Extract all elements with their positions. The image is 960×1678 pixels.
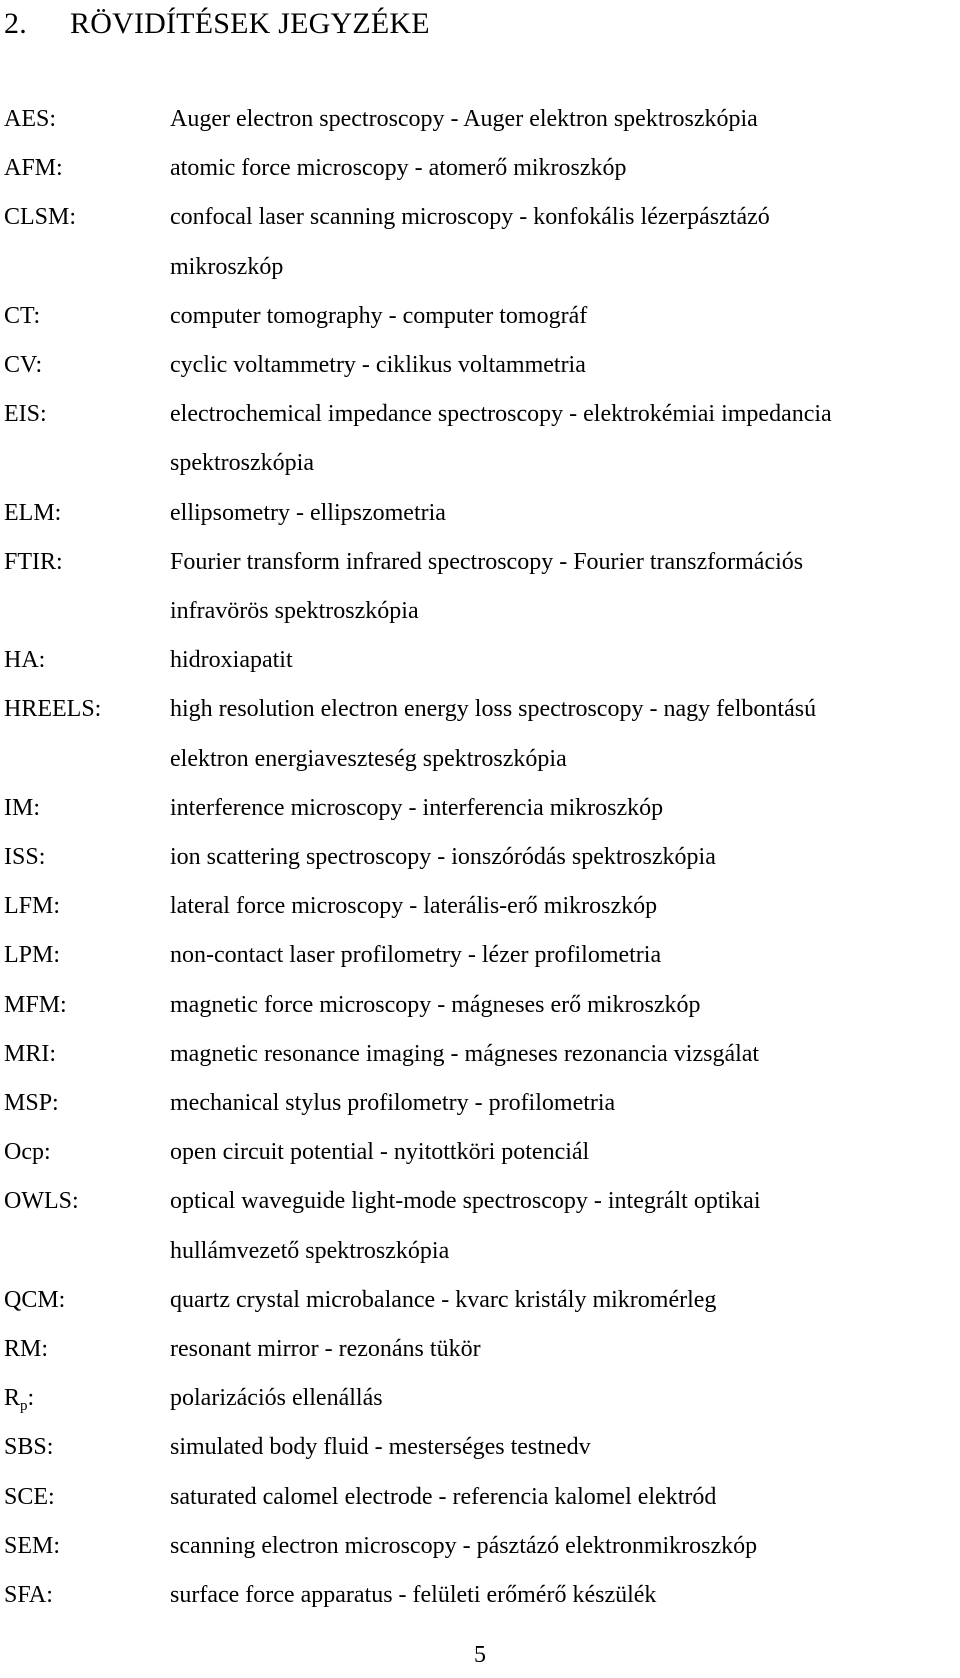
abbreviation-text: ISS: (4, 844, 46, 871)
abbreviation-term (4, 1177, 170, 1275)
page-number: 5 (474, 1642, 486, 1668)
abbreviation-term (4, 538, 170, 636)
definition-line: Fourier transform infrared spectroscopy - Fourier transzformációs (170, 548, 804, 575)
abbreviation-definition (170, 882, 954, 931)
abbreviation-definition (170, 981, 954, 1030)
abbreviation-text: MSP: (4, 1090, 59, 1117)
abbreviation-entry (4, 1177, 954, 1275)
abbreviation-definition (170, 1030, 954, 1079)
abbreviation-text: IM: (4, 794, 40, 821)
abbreviation-entry (4, 882, 954, 931)
abbreviation-entry (4, 1473, 954, 1522)
definition-line: computer tomography - computer tomográf (170, 302, 588, 329)
abbreviation-text: LFM: (4, 893, 61, 920)
definition-line: infravörös spektroszkópia (170, 598, 419, 625)
abbreviation-definition (170, 292, 954, 341)
abbreviation-text: MRI: (4, 1040, 57, 1067)
abbreviation-entry (4, 1128, 954, 1177)
abbreviation-term (4, 292, 170, 341)
abbreviation-definition (170, 144, 954, 193)
abbreviation-text: SEM: (4, 1532, 61, 1559)
abbreviation-text: AFM: (4, 155, 63, 182)
abbreviation-definition (170, 833, 954, 882)
abbreviation-entry (4, 685, 954, 783)
definition-line: hidroxiapatit (170, 647, 293, 674)
abbreviation-entry (4, 489, 954, 538)
abbreviation-term (4, 1374, 170, 1423)
abbreviation-text: OWLS: (4, 1188, 79, 1215)
abbreviation-term (4, 489, 170, 538)
abbreviation-definition (170, 1374, 954, 1423)
abbreviation-entry (4, 341, 954, 390)
abbreviation-definition (170, 538, 954, 636)
definition-line: atomic force microscopy - atomerő mikroszkóp (170, 155, 627, 182)
definition-line: electrochemical impedance spectroscopy - elektrokémiai impedancia (170, 401, 832, 428)
definition-line: open circuit potential - nyitottköri potenciál (170, 1139, 590, 1166)
definition-line: Auger electron spectroscopy - Auger elektron spektroszkópia (170, 106, 758, 132)
abbreviation-term (4, 931, 170, 980)
abbreviation-entry (4, 1374, 954, 1423)
abbreviation-entry (4, 931, 954, 980)
definition-line: non-contact laser profilometry - lézer profilometria (170, 942, 662, 969)
abbreviation-term (4, 1079, 170, 1128)
abbreviation-term (4, 1522, 170, 1571)
definition-line: interference microscopy - interferencia mikroszkóp (170, 794, 664, 821)
abbreviation-term (4, 1276, 170, 1325)
definition-line: mikroszkóp (170, 253, 284, 280)
abbreviation-text: EIS: (4, 401, 47, 428)
abbreviation-entry (4, 784, 954, 833)
definition-line: magnetic resonance imaging - mágneses rezonancia vizsgálat (170, 1040, 760, 1067)
abbreviation-definition (170, 1522, 954, 1571)
abbreviation-text: HA: (4, 647, 46, 674)
definition-line: cyclic voltammetry - ciklikus voltammetria (170, 352, 586, 379)
abbreviation-entry (4, 1276, 954, 1325)
abbreviation-entry (4, 390, 954, 488)
definition-line: simulated body fluid - mesterséges testnedv (170, 1434, 591, 1461)
abbreviation-text: RM: (4, 1336, 49, 1363)
abbreviation-list (4, 95, 954, 1620)
abbreviation-text: CLSM: (4, 204, 77, 231)
abbreviation-entry (4, 1522, 954, 1571)
abbreviation-text: QCM: (4, 1286, 66, 1313)
abbreviation-definition (170, 193, 954, 291)
abbreviation-text: HREELS: (4, 696, 102, 723)
definition-line: magnetic force microscopy - mágneses erő mikroszkóp (170, 991, 701, 1018)
abbreviation-text: Ocp: (4, 1139, 51, 1166)
abbreviation-text: LPM: (4, 942, 61, 969)
definition-line: resonant mirror - rezonáns tükör (170, 1336, 481, 1363)
abbreviation-text: SFA: (4, 1582, 53, 1609)
abbreviation-term (4, 193, 170, 291)
abbreviation-definition (170, 95, 954, 144)
abbreviation-term (4, 1128, 170, 1177)
abbreviation-term (4, 1423, 170, 1472)
abbreviation-term (4, 144, 170, 193)
abbreviation-definition (170, 489, 954, 538)
abbreviation-entry (4, 1325, 954, 1374)
abbreviation-term (4, 784, 170, 833)
definition-line: quartz crystal microbalance - kvarc kristály mikromérleg (170, 1286, 717, 1313)
abbreviation-entry (4, 636, 954, 685)
definition-line: ion scattering spectroscopy - ionszóródás spektroszkópia (170, 844, 716, 871)
abbreviation-text: R (4, 1385, 21, 1412)
definition-line: surface force apparatus - felületi erőmérő készülék (170, 1582, 657, 1609)
abbreviation-definition (170, 341, 954, 390)
abbreviation-definition (170, 1325, 954, 1374)
abbreviation-definition (170, 1473, 954, 1522)
abbreviation-definition (170, 1423, 954, 1472)
abbreviation-entry (4, 1423, 954, 1472)
abbreviation-text: ELM: (4, 499, 62, 526)
abbreviation-text: MFM: (4, 991, 67, 1018)
abbreviation-definition (170, 636, 954, 685)
abbreviation-term (4, 636, 170, 685)
abbreviation-entry (4, 538, 954, 636)
abbreviation-term (4, 95, 170, 144)
definition-line: lateral force microscopy - laterális-erő mikroszkóp (170, 893, 658, 920)
abbreviation-term (4, 1571, 170, 1620)
definition-line: high resolution electron energy loss spectroscopy - nagy felbontású (170, 696, 817, 723)
abbreviation-term (4, 685, 170, 783)
abbreviation-text: SBS: (4, 1434, 54, 1461)
abbreviation-subscript: p (20, 1398, 28, 1415)
definition-line: optical waveguide light-mode spectroscopy - integrált optikai (170, 1188, 761, 1215)
abbreviation-term (4, 882, 170, 931)
abbreviation-entry (4, 1030, 954, 1079)
abbreviation-term (4, 1473, 170, 1522)
definition-line: hullámvezető spektroszkópia (170, 1237, 450, 1264)
definition-line: elektron energiaveszteség spektroszkópia (170, 745, 567, 772)
abbreviation-entry (4, 1079, 954, 1128)
abbreviation-text: SCE: (4, 1483, 55, 1510)
abbreviation-definition (170, 1276, 954, 1325)
abbreviation-definition (170, 390, 954, 488)
abbreviation-entry (4, 144, 954, 193)
abbreviation-definition (170, 1571, 954, 1620)
definition-line: scanning electron microscopy - pásztázó elektronmikroszkóp (170, 1532, 758, 1559)
abbreviation-definition (170, 1079, 954, 1128)
abbreviation-text: CT: (4, 302, 41, 329)
abbreviation-definition (170, 931, 954, 980)
section-title: RÖVIDÍTÉSEK JEGYZÉKE (70, 7, 430, 40)
abbreviation-definition (170, 784, 954, 833)
abbreviation-text: AES: (4, 106, 57, 132)
definition-line: spektroszkópia (170, 450, 314, 477)
definition-line: confocal laser scanning microscopy - konfokális lézerpásztázó (170, 204, 770, 231)
abbreviation-entry (4, 1571, 954, 1620)
abbreviation-term (4, 1325, 170, 1374)
abbreviation-entry (4, 833, 954, 882)
section-heading (4, 4, 430, 44)
abbreviation-entry (4, 95, 954, 144)
definition-line: saturated calomel electrode - referencia kalomel elektród (170, 1483, 717, 1510)
abbreviation-definition (170, 1177, 954, 1275)
abbreviation-definition (170, 685, 954, 783)
abbreviation-term (4, 390, 170, 488)
definition-line: ellipsometry - ellipszometria (170, 499, 446, 526)
abbreviation-suffix: : (27, 1385, 35, 1412)
abbreviation-entry (4, 981, 954, 1030)
abbreviation-entry (4, 292, 954, 341)
definition-line: polarizációs ellenállás (170, 1385, 383, 1412)
abbreviation-term (4, 341, 170, 390)
definition-line: mechanical stylus profilometry - profilometria (170, 1090, 616, 1117)
abbreviation-term (4, 981, 170, 1030)
abbreviation-text: FTIR: (4, 548, 63, 575)
abbreviation-text: CV: (4, 352, 43, 379)
section-number: 2. (4, 7, 27, 40)
abbreviation-term (4, 833, 170, 882)
abbreviation-term (4, 1030, 170, 1079)
abbreviation-entry (4, 193, 954, 291)
abbreviation-definition (170, 1128, 954, 1177)
